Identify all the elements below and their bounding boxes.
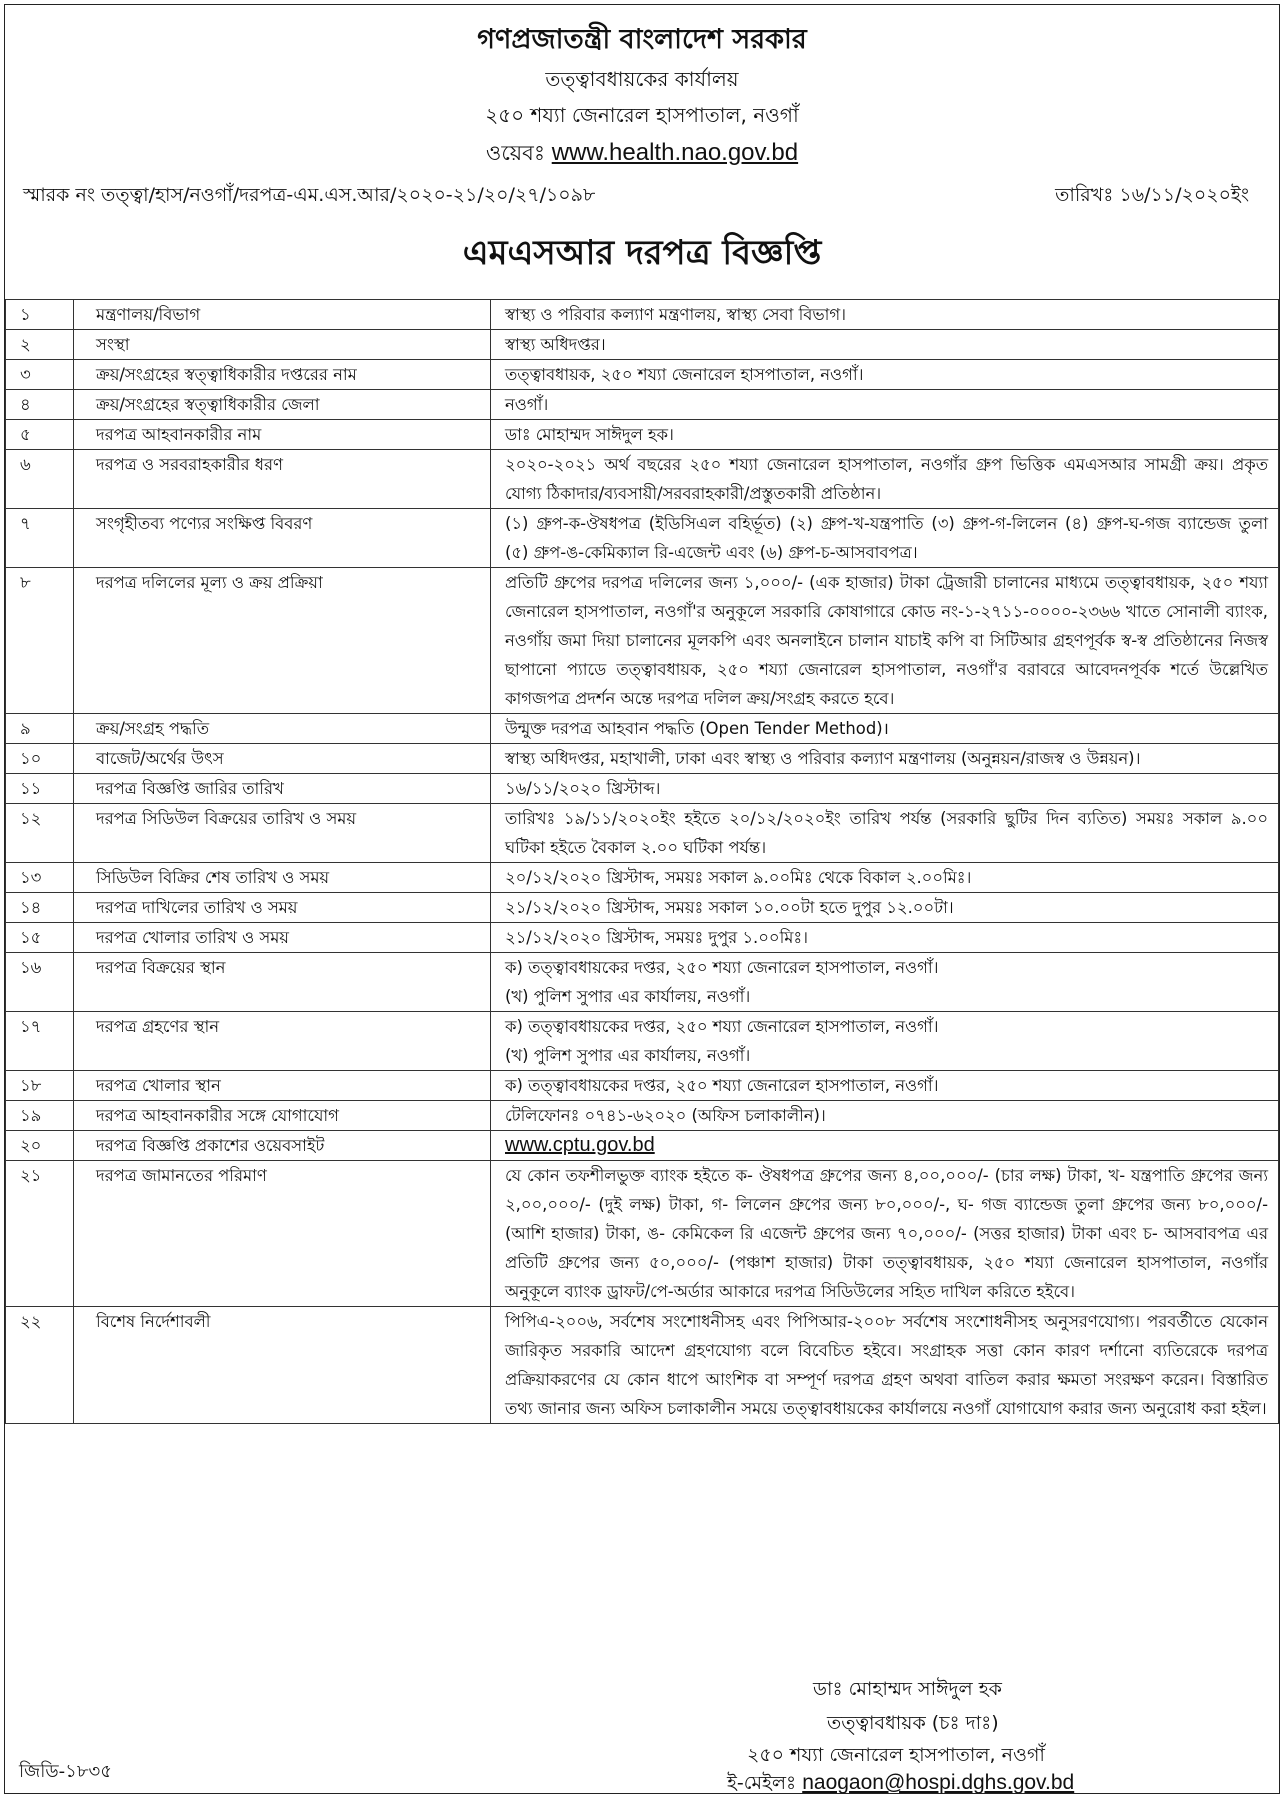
- table-row: [6, 420, 1279, 450]
- government-title: গণপ্রজাতন্ত্রী বাংলাদেশ সরকার: [477, 24, 807, 55]
- row-number: ৭: [6, 509, 74, 568]
- notice-date: তারিখঃ ১৬/১১/২০২০ইং: [1055, 184, 1249, 206]
- row-number: ৮: [6, 568, 74, 714]
- row-number: ৬: [6, 450, 74, 509]
- row-value: [491, 1131, 1279, 1161]
- row-number: ৪: [6, 390, 74, 420]
- table-row: [6, 953, 1279, 1012]
- row-number: ১৭: [6, 1012, 74, 1071]
- row-value: স্বাস্থ্য অধিদপ্তর।: [491, 330, 1279, 360]
- row-value: স্বাস্থ্য ও পরিবার কল্যাণ মন্ত্রণালয়, স্বাস্থ্য সেবা বিভাগ।: [491, 300, 1279, 330]
- website-label: ওয়েবঃ: [485, 141, 546, 165]
- gd-number: জিডি-১৮৩৫: [19, 1761, 112, 1782]
- row-value: প্রতিটি গ্রুপের দরপত্র দলিলের জন্য ১,০০০/- (এক হাজার) টাকা ট্রেজারী চালানের মাধ্যমে তত্ত্বাবধায়ক, ২৫০ শয্যা জেনারেল হাসপাতাল, নওগাঁ'র অনুকূলে সরকারি কোষাগারে কোড নং-১-২৭১১-০০০০-২৩৬৬ খাতে সোনালী ব্যাংক, নওগাঁয় জমা দিয়া চালানের মূলকপি এবং অনলাইনে চালান যাচাই কপি বা সিটিআর গ্রহণপূর্বক স্ব-স্ব প্রতিষ্ঠানের নিজস্ব ছাপানো প্যাডে তত্ত্বাবধায়ক, ২৫০ শয্যা জেনারেল হাসপাতাল, নওগাঁ'র বরাবরে আবেদনপূর্বক শর্তে উল্লেখিত কাগজপত্র প্রদর্শন অন্তে দরপত্র দলিল ক্রয়/সংগ্রহ করতে হবে।: [491, 568, 1279, 714]
- row-label: দরপত্র বিজ্ঞপ্তি প্রকাশের ওয়েবসাইট: [74, 1131, 491, 1161]
- table-row: [6, 450, 1279, 509]
- email-link[interactable]: naogaon@hospi.dghs.gov.bd: [802, 1771, 1075, 1794]
- signatory-designation: তত্ত্বাবধায়ক (চঃ দাঃ): [827, 1712, 999, 1734]
- row-number: ১০: [6, 744, 74, 774]
- row-label: সংস্থা: [74, 330, 491, 360]
- email-label: ই-মেইলঃ: [727, 1772, 797, 1794]
- row-number: ২: [6, 330, 74, 360]
- row-value: ক) তত্ত্বাবধায়কের দপ্তর, ২৫০ শয্যা জেনারেল হাসপাতাল, নওগাঁ।: [491, 1071, 1279, 1101]
- hospital-name: ২৫০ শয্যা জেনারেল হাসপাতাল, নওগাঁ: [485, 103, 799, 127]
- row-label: দরপত্র সিডিউল বিক্রয়ের তারিখ ও সময়: [74, 804, 491, 863]
- row-number: ১২: [6, 804, 74, 863]
- cptu-website-link[interactable]: www.cptu.gov.bd: [505, 1134, 655, 1156]
- row-number: ১১: [6, 774, 74, 804]
- row-value: ২০২০-২০২১ অর্থ বছরের ২৫০ শয্যা জেনারেল হাসপাতাল, নওগাঁর গ্রুপ ভিত্তিক এমএসআর সামগ্রী ক্রয়। প্রকৃত যোগ্য ঠিকাদার/ব্যবসায়ী/সরবরাহকারী/প্রস্তুতকারী প্রতিষ্ঠান।: [491, 450, 1279, 509]
- row-value: পিপিএ-২০০৬, সর্বশেষ সংশোধনীসহ এবং পিপিআর-২০০৮ সর্বশেষ সংশোধনীসহ অনুসরণযোগ্য। পরবর্তীতে যেকোন জারিকৃত সরকারি আদেশ গ্রহণযোগ্য বলে বিবেচিত হইবে। সংগ্রাহক সত্তা কোন কারণ দর্শানো ব্যতিরেকে দরপত্র প্রক্রিয়াকরণের যে কোন ধাপে আংশিক বা সম্পূর্ণ দরপত্র গ্রহণ অথবা বাতিল করার ক্ষমতা সংরক্ষণ করেন। বিস্তারিত তথ্য জানার জন্য অফিস চলাকালীন সময়ে তত্ত্বাবধায়কের কার্যালয়ে নওগাঁ যোগাযোগ করার জন্য অনুরোধ করা হইল।: [491, 1307, 1279, 1424]
- row-label: দরপত্র বিক্রয়ের স্থান: [74, 953, 491, 1012]
- table-row: [6, 1101, 1279, 1131]
- row-label: দরপত্র খোলার তারিখ ও সময়: [74, 923, 491, 953]
- table-row: [6, 863, 1279, 893]
- office-name: তত্ত্বাবধায়কের কার্যালয়: [545, 67, 739, 91]
- row-label: ক্রয়/সংগ্রহের স্বত্ত্বাধিকারীর জেলা: [74, 390, 491, 420]
- memo-number: স্মারক নং তত্ত্বা/হাস/নওগাঁ/দরপত্র-এম.এস.আর/২০২০-২১/২০/২৭/১০৯৮: [23, 184, 596, 206]
- row-label: বিশেষ নির্দেশাবলী: [74, 1307, 491, 1424]
- row-label: দরপত্র ও সরবরাহকারীর ধরণ: [74, 450, 491, 509]
- table-row: [6, 923, 1279, 953]
- table-row: [6, 714, 1279, 744]
- row-number: ২১: [6, 1161, 74, 1307]
- row-label: দরপত্র আহবানকারীর নাম: [74, 420, 491, 450]
- table-row: [6, 1012, 1279, 1071]
- row-label: দরপত্র দাখিলের তারিখ ও সময়: [74, 893, 491, 923]
- row-label: দরপত্র জামানতের পরিমাণ: [74, 1161, 491, 1307]
- row-label: দরপত্র দলিলের মূল্য ও ক্রয় প্রক্রিয়া: [74, 568, 491, 714]
- notice-page: [4, 4, 1280, 1794]
- row-label: দরপত্র বিজ্ঞপ্তি জারির তারিখ: [74, 774, 491, 804]
- row-number: ৫: [6, 420, 74, 450]
- table-row: [6, 1071, 1279, 1101]
- signatory-name: ডাঃ মোহাম্মদ সাঈদুল হক: [813, 1678, 1002, 1700]
- tender-details-table: [5, 299, 1279, 1424]
- table-row: [6, 330, 1279, 360]
- table-row: [6, 744, 1279, 774]
- table-row: [6, 360, 1279, 390]
- table-row: [6, 568, 1279, 714]
- row-number: ১৪: [6, 893, 74, 923]
- row-value: (১) গ্রুপ-ক-ঔষধপত্র (ইডিসিএল বহির্ভূত) (২) গ্রুপ-খ-যন্ত্রপাতি (৩) গ্রুপ-গ-লিলেন (৪) গ্রুপ-ঘ-গজ ব্যান্ডেজ তুলা (৫) গ্রুপ-ঙ-কেমিক্যাল রি-এজেন্ট এবং (৬) গ্রুপ-চ-আসবাবপত্র।: [491, 509, 1279, 568]
- row-value: স্বাস্থ্য অধিদপ্তর, মহাখালী, ঢাকা এবং স্বাস্থ্য ও পরিবার কল্যাণ মন্ত্রণালয় (অনুন্নয়ন/রাজস্ব ও উন্নয়ন)।: [491, 744, 1279, 774]
- row-label: বাজেট/অর্থের উৎস: [74, 744, 491, 774]
- row-value: ২০/১২/২০২০ খ্রিস্টাব্দ, সময়ঃ সকাল ৯.০০মিঃ থেকে বিকাল ২.০০মিঃ।: [491, 863, 1279, 893]
- row-label: দরপত্র খোলার স্থান: [74, 1071, 491, 1101]
- row-value: ১৬/১১/২০২০ খ্রিস্টাব্দ।: [491, 774, 1279, 804]
- table-row: [6, 1161, 1279, 1307]
- row-number: ১৯: [6, 1101, 74, 1131]
- row-label: সিডিউল বিক্রির শেষ তারিখ ও সময়: [74, 863, 491, 893]
- row-label: সংগৃহীতব্য পণ্যের সংক্ষিপ্ত বিবরণ: [74, 509, 491, 568]
- row-label: ক্রয়/সংগ্রহ পদ্ধতি: [74, 714, 491, 744]
- row-number: ৯: [6, 714, 74, 744]
- row-value: ডাঃ মোহাম্মদ সাঈদুল হক।: [491, 420, 1279, 450]
- row-value: [491, 1012, 1279, 1071]
- row-number: ১৫: [6, 923, 74, 953]
- table-row: [6, 774, 1279, 804]
- row-number: ১: [6, 300, 74, 330]
- table-row: [6, 893, 1279, 923]
- row-number: ২০: [6, 1131, 74, 1161]
- row-number: ৩: [6, 360, 74, 390]
- row-number: ২২: [6, 1307, 74, 1424]
- row-label: দরপত্র গ্রহণের স্থান: [74, 1012, 491, 1071]
- row-label: ক্রয়/সংগ্রহের স্বত্ত্বাধিকারীর দপ্তরের নাম: [74, 360, 491, 390]
- row-value-line: (খ) পুলিশ সুপার এর কার্যালয়, নওগাঁ।: [505, 987, 751, 1006]
- row-value: [491, 953, 1279, 1012]
- row-value: যে কোন তফশীলভুক্ত ব্যাংক হইতে ক- ঔষধপত্র গ্রুপের জন্য ৪,০০,০০০/- (চার লক্ষ) টাকা, খ- যন্ত্রপাতি গ্রুপের জন্য ২,০০,০০০/- (দুই লক্ষ) টাকা, গ- লিলেন গ্রুপের জন্য ৮০,০০০/-, ঘ- গজ ব্যান্ডেজ তুলা গ্রুপের জন্য ৮০,০০০/- (আশি হাজার) টাকা, ঙ- কেমিকেল রি এজেন্ট গ্রুপের জন্য ৭০,০০০/- (সত্তর হাজার) টাকা এবং চ- আসবাবপত্র এর প্রতিটি গ্রুপের জন্য ৫০,০০০/- (পঞ্চাশ হাজার) টাকা তত্ত্বাবধায়ক, ২৫০ শয্যা জেনারেল হাসপাতাল, নওগাঁর অনুকূলে ব্যাংক ড্রাফট/পে-অর্ডার আকারে দরপত্র সিডিউলের সহিত দাখিল করিতে হইবে।: [491, 1161, 1279, 1307]
- page-title: এমএসআর দরপত্র বিজ্ঞপ্তি: [462, 233, 822, 273]
- table-row: [6, 390, 1279, 420]
- website-line: [5, 137, 1279, 172]
- row-label: মন্ত্রণালয়/বিভাগ: [74, 300, 491, 330]
- row-value: ২১/১২/২০২০ খ্রিস্টাব্দ, সময়ঃ সকাল ১০.০০টা হতে দুপুর ১২.০০টা।: [491, 893, 1279, 923]
- signatory-place: ২৫০ শয্যা জেনারেল হাসপাতাল, নওগাঁ: [747, 1744, 1045, 1766]
- row-value-line: ক) তত্ত্বাবধায়কের দপ্তর, ২৫০ শয্যা জেনারেল হাসপাতাল, নওগাঁ।: [505, 1017, 939, 1036]
- row-value-line: ক) তত্ত্বাবধায়কের দপ্তর, ২৫০ শয্যা জেনারেল হাসপাতাল, নওগাঁ।: [505, 958, 939, 977]
- row-number: ১৬: [6, 953, 74, 1012]
- row-value: তত্ত্বাবধায়ক, ২৫০ শয্যা জেনারেল হাসপাতাল, নওগাঁ।: [491, 360, 1279, 390]
- row-value: ২১/১২/২০২০ খ্রিস্টাব্দ, সময়ঃ দুপুর ১.০০মিঃ।: [491, 923, 1279, 953]
- table-row: [6, 1307, 1279, 1424]
- row-value: টেলিফোনঃ ০৭৪১-৬২০২০ (অফিস চলাকালীন)।: [491, 1101, 1279, 1131]
- table-row: [6, 300, 1279, 330]
- table-row: [6, 1131, 1279, 1161]
- row-value: উন্মুক্ত দরপত্র আহবান পদ্ধতি (Open Tender Method)।: [491, 714, 1279, 744]
- website-link[interactable]: www.health.nao.gov.bd: [551, 139, 799, 166]
- table-row: [6, 804, 1279, 863]
- row-number: ১৩: [6, 863, 74, 893]
- table-row: [6, 509, 1279, 568]
- row-value: নওগাঁ।: [491, 390, 1279, 420]
- row-number: ১৮: [6, 1071, 74, 1101]
- row-value-line: (খ) পুলিশ সুপার এর কার্যালয়, নওগাঁ।: [505, 1046, 751, 1065]
- row-value: তারিখঃ ১৯/১১/২০২০ইং হইতে ২০/১২/২০২০ইং তারিখ পর্যন্ত (সরকারি ছুটির দিন ব্যতিত) সময়ঃ সকাল ৯.০০ ঘটিকা হইতে বৈকাল ২.০০ ঘটিকা পর্যন্ত।: [491, 804, 1279, 863]
- email-line: [727, 1769, 1074, 1801]
- row-label: দরপত্র আহবানকারীর সঙ্গে যোগাযোগ: [74, 1101, 491, 1131]
